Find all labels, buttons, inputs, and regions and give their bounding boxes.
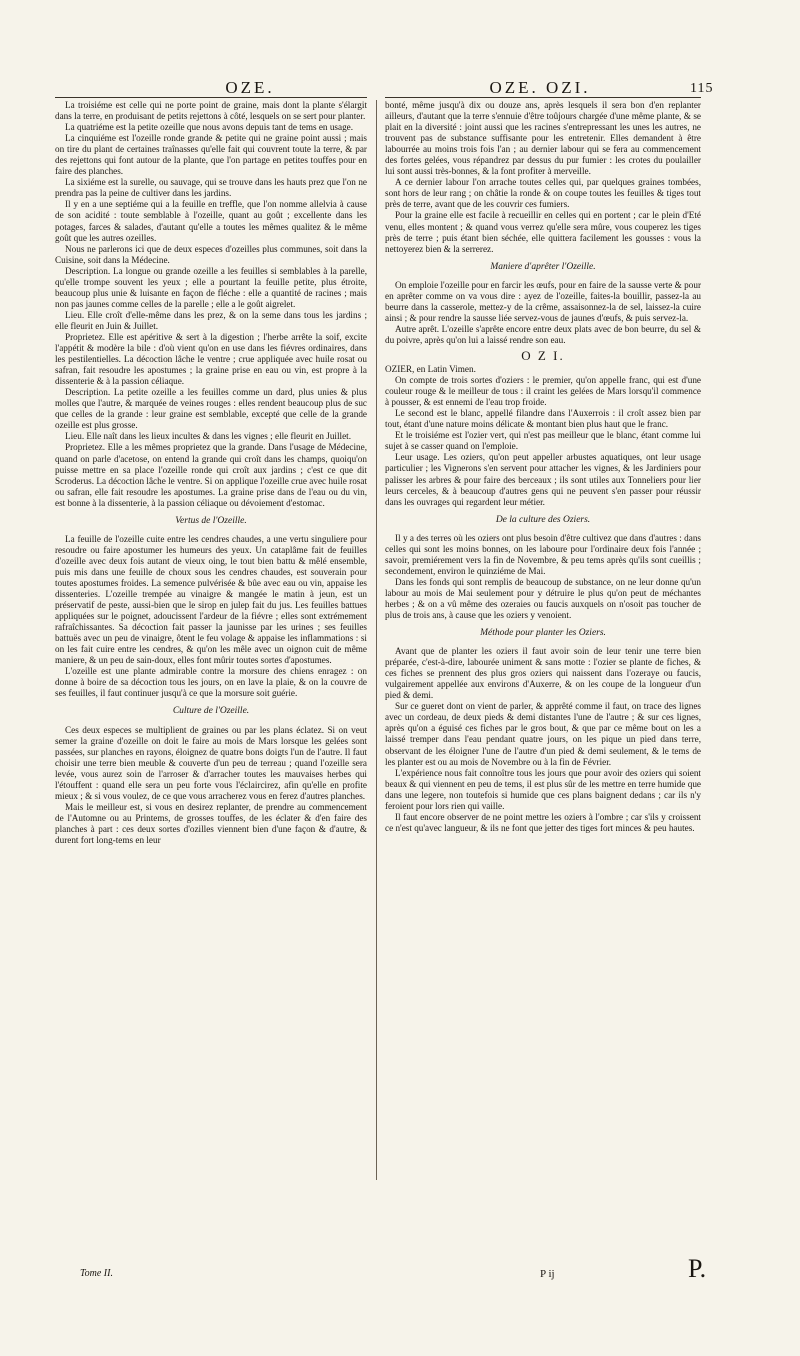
entry-heading: O Z I. bbox=[521, 347, 565, 363]
paragraph: L'ozeille est une plante admirable contre la morsure des chiens enragez : on donne à boire de sa décoction tous les jours, on en lave la plaie, & on la couvre de ses feuilles, il faut continuer jusqu'à ce que la morsure soit guérie. bbox=[55, 666, 367, 699]
paragraph: Description. La longue ou grande ozeille a les feuilles si semblables à la parelle, qu'elle trompe souvent les yeux ; elle a pourtant la feuille petite, plus étroite, beaucoup plus unie & luisante en façon de fléche : elle a quantité de racines ; mais non pas jaunes comme celles de la parelle ; elle a le goût aigrelet. bbox=[55, 265, 367, 309]
section-heading: Maniere d'aprêter l'Ozeille. bbox=[490, 261, 596, 272]
signature-mark: P ij bbox=[540, 1268, 555, 1280]
paragraph: Ces deux especes se multiplient de graines ou par les plans éclatez. Si on veut semer la graine d'ozeille on doit le faire au mois de Mars lorsque les gelées sont passées, sur planches en rayons, éloignez de quatre bons doigts l'un de l'autre. Il faut choisir une terre bien meuble & couverte d'un peu de terreau ; quand l'ozeille sera levée, vous aurez soin de l'arroser & d'arracher toutes les mauvaises herbes qui l'étouffent : quand elle sera un peu forte vous l'éclaircirez, afin qu'elle en profite mieux ; & si vous voulez, de ce que vous arracherez vous en ferez d'autres planches. bbox=[55, 724, 367, 801]
paragraph: Sur ce gueret dont on vient de parler, & apprêté comme il faut, on trace des lignes avec un cordeau, de deux pieds & demi distantes l'une de l'autre ; & sur ces lignes, après qu'on a éguisé ces fiches par le gros bout, & que par ce même bout on les a laissé tremper dans l'eau pendant quatre jours, on les pique un pied dans terre, observant de les éloigner l'une de l'autre d'un pied & demi seulement, & le tems de les planter est ou au mois de Novembre ou à la fin de Février. bbox=[385, 701, 701, 767]
paragraph: Il faut encore observer de ne point mettre les oziers à l'ombre ; car s'ils y croissent ce n'est qu'avec langueur, & ils ne font que jetter des tiges fort minces & peu hautes. bbox=[385, 811, 701, 833]
paragraph: Lieu. Elle naît dans les lieux incultes & dans les vignes ; elle fleurit en Juillet. bbox=[65, 431, 352, 442]
paragraph: L'expérience nous fait connoître tous les jours que pour avoir des oziers qui soient beaux & qui viennent en peu de tems, il est plus sûr de les mettre en terre humide que dans une legere, non toutefois si humide que ces plans baignent dedans ; car ils n'y feroient pour lors rien qui vaille. bbox=[385, 767, 701, 811]
paragraph: OZIER, en Latin Vimen. bbox=[385, 364, 476, 375]
running-head-right: OZE. OZI. bbox=[489, 78, 591, 97]
paragraph: A ce dernier labour l'on arrache toutes celles qui, par quelques graines tombées, sont hors de leur rang ; on châtie la ronde & on coupe toutes les feuilles & tiges tout près de terre, avant que de les couvrir ces fumiers. bbox=[385, 177, 701, 210]
section-heading: Méthode pour planter les Oziers. bbox=[480, 628, 606, 639]
catchword: P. bbox=[688, 1254, 707, 1283]
column-divider bbox=[376, 100, 377, 1180]
header-rule-left bbox=[55, 97, 367, 98]
paragraph: Le second est le blanc, appellé filandre dans l'Auxerrois : il croît assez bien par tout, étant d'une nature moins délicate & montant bien plus haut que le franc. bbox=[385, 408, 701, 430]
paragraph: Mais le meilleur est, si vous en desirez replanter, de prendre au commencement de l'Automne ou au Printems, de grosses touffes, de les éclater & d'en faire des planches à part : ces deux sortes d'ozilles viennent bien d'une façon & d'autre, & durent fort long-tems en leur bbox=[55, 801, 367, 845]
paragraph: Autre aprêt. L'ozeille s'aprête encore entre deux plats avec de bon beurre, du sel & du poivre, après qu'on lui a laissé rendre son eau. bbox=[385, 323, 701, 345]
right-column bbox=[385, 100, 701, 1100]
paragraph: Lieu. Elle croît d'elle-même dans les prez, & on la seme dans tous les jardins ; elle fleurit en Juin & Juillet. bbox=[55, 309, 367, 331]
section-heading: Culture de l'Ozeille. bbox=[172, 706, 250, 717]
page-number: 115 bbox=[690, 81, 714, 96]
paragraph: Il y a des terres où les oziers ont plus besoin d'être cultivez que dans d'autres : dans celles qui sont les moins bonnes, on les laboure pour l'ordinaire deux fois l'année ; savoir, premiérement vers la fin de Novembre, & peu tems après qu'ils sont cueillis ; secondement, environ le quinziéme de Mai. bbox=[385, 532, 701, 576]
paragraph: Nous ne parlerons ici que de deux especes d'ozeilles plus communes, soit dans la Cuisine, soit dans la Médecine. bbox=[55, 243, 367, 265]
paragraph: Et le troisiéme est l'ozier vert, qui n'est pas meilleur que le blanc, étant comme lui sujet à se casser quand on l'emploie. bbox=[385, 430, 701, 452]
paragraph: La troisiéme est celle qui ne porte point de graine, mais dont la plante s'élargit dans la terre, en produisant de petits rejettons à côté, lesquels on se sert pour planter. bbox=[55, 100, 367, 122]
section-heading: De la culture des Oziers. bbox=[495, 514, 591, 525]
paragraph: La quatriéme est la petite ozeille que nous avons depuis tant de tems en usage. bbox=[65, 122, 354, 133]
paragraph: La cinquiéme est l'ozeille ronde grande & petite qui ne graine point aussi ; mais on tire du plant de certaines traînasses qu'elle fait qui couvrent toute la terre, & par des rejettons qui font autour de la plante, que l'on partage en petites touffes pour en faire des planches. bbox=[55, 133, 367, 177]
section-heading: Vertus de l'Ozeille. bbox=[175, 515, 247, 526]
paragraph: On compte de trois sortes d'oziers : le premier, qu'on appelle franc, qui est d'une couleur rouge & le meilleur de tous : il craint les gelées de Mars lorsqu'il commence à pousser, & est ennemi de l'eau trop froide. bbox=[385, 375, 701, 408]
left-column bbox=[55, 100, 367, 1100]
paragraph: Il y en a une septiéme qui a la feuille en treffle, que l'on nomme allelvia à cause de son acidité : toute semblable à l'ozeille, quant au goût ; excellente dans les potages, farces & salades, d'autant qu'elle a toutes les mêmes qualitez & le même goût que les autres ozeilles. bbox=[55, 199, 367, 243]
paragraph: Leur usage. Les oziers, qu'on peut appeller arbustes aquatiques, ont leur usage particulier ; les Vignerons s'en servent pour attacher les vignes, & les Jardiniers pour palisser les arbres & pour faire des berceaux ; ils sont utiles aux Tonneliers pour lier leurs cerceles, & à beaucoup d'autres gens qui ne peuvent s'en passer pour réussir dans les ouvrages qui regardent leur métier. bbox=[385, 452, 701, 507]
paragraph: La feuille de l'ozeille cuite entre les cendres chaudes, a une vertu singuliere pour resoudre ou faire apostumer les humeurs des yeux. Un cataplâme fait de feuilles d'ozeille avec deux fois autant de vieux oing, le tout bien battu & mêlé ensemble, puis mis dans une feuille de choux sous les cendres chaudes, est souverain pour toutes apostumes froides. La semence pulvérisée & bûe avec eau ou vin, appaise les dissenteries. L'ozeille trempée au vinaigre & mangée le matin à jeun, est un préservatif de peste, aussi-bien que le sirop en julep fait du jus. Les feuilles battues appliquées sur le poignet, adoucissent l'ardeur de la fiévre ; elles sont extrémement rafraîchissantes. Sa décoction fait passer la jaunisse par les urines ; ses feuilles battuës avec un peu de vinaigre, ôtent le feu volage & appaise les inflammations : si on les fait cuire entre les cendres, & qu'on les mêle avec un oignon cuit de même maniere, & un peu de sain-doux, elles font mûrir toutes sortes d'apostumes. bbox=[55, 533, 367, 666]
paragraph: Dans les fonds qui sont remplis de beaucoup de substance, on ne leur donne qu'un labour au mois de Mai seulement pour y détruire le plus qu'on peut de méchantes herbes ; & on a vû même des ozeraies ou faucis auxquels on n'osoit pas toucher de plus de trois ans, à cause que les oziers y venoient. bbox=[385, 576, 701, 621]
paragraph: Avant que de planter les oziers il faut avoir soin de leur tenir une terre bien préparée, c'est-à-dire, labourée uniment & sans motte : l'ozier se plante de fiches, & ces fiches se prennent des plus gros oziers qui naissent dans l'ozeraye ou faucis, vulgairement appellée aux environs d'Auxerre, & on les coupe de la longueur d'un pied & demi. bbox=[385, 646, 701, 701]
paragraph: Pour la graine elle est facile à recueillir en celles qui en portent ; car le plein d'Eté venu, elles montent ; & quand vous verrez qu'elle sera mûre, vous couperez les tiges près de terre ; puis étant bien séchée, elle quittera facilement les gousses : vous la nettoyerez bien & la serrerez. bbox=[385, 210, 701, 254]
running-head-left: OZE. bbox=[225, 78, 275, 97]
paragraph: Proprietez. Elle a les mêmes proprietez que la grande. Dans l'usage de Médecine, quand on parle d'acetose, on entend la grande qui croît dans les champs, quoiqu'on puisse mettre en sa place l'ozeille ronde qui croît aux jardins ; c'est ce que dit Scroderus. La décoction lâche le ventre. Si on applique l'ozeille crue avec huile rosat ou safran, elle fait resoudre les apostumes. La graine prise dans de l'eau ou du vin, est bonne à la dissenterie, à la passion céliaque ou dévoiement d'estomac. bbox=[55, 442, 367, 508]
volume-mark: Tome II. bbox=[80, 1268, 113, 1279]
paragraph: Proprietez. Elle est apéritive & sert à la digestion ; l'herbe arrête la soif, excite l'appétit & modère la bile : d'où vient qu'on en use dans les fiévres ordinaires, dans les pestilentielles. La décoction lâche le ventre ; crue appliquée avec huile rosat ou safran, fait resoudre les apostumes ; la graine prise en eau ou vin, est propre à la dissenterie & à la passion céliaque. bbox=[55, 331, 367, 387]
paragraph: bonté, même jusqu'à dix ou douze ans, après lesquels il sera bon d'en replanter ailleurs, d'autant que la terre s'ennuie d'être toûjours chargée d'une même plante, & se plait en la diversité : joint aussi que les racines s'entrepressant les unes les autres, ne trouvent pas de substance suffisante pour les entretenir. Elles demandent à être labourrée au moins trois fois l'an ; au dernier labour qui se fera au commencement des fortes gelées, vous répandrez par dessus du pur fumier : les crotes du poulailler lui sont aussi très-bonnes, & la font profiter à merveille. bbox=[385, 100, 701, 177]
paragraph: On emploie l'ozeille pour en farcir les œufs, pour en faire de la sausse verte & pour en aprêter comme on va vous dire : ayez de l'ozeille, faites-la bouillir, passez-la au beurre dans la casserole, mettez-y de la crême, assaisonnez-la de sel, laissez-la cuire ainsi ; & pour rendre la sausse liée servez-vous de jaunes d'œufs, & puis servez-la. bbox=[385, 279, 701, 323]
paragraph: Description. La petite ozeille a les feuilles comme un dard, plus unies & plus molles que l'autre, & marquée de veines rouges : elles rendent beaucoup plus de suc que celles de la grande : leur graine est semblable, excepté que celle de la grande ozeille est plus grosse. bbox=[55, 387, 367, 431]
paragraph: La sixiéme est la surelle, ou sauvage, qui se trouve dans les hauts prez que l'on ne prendra pas la peine de cultiver dans les jardins. bbox=[55, 177, 367, 199]
header-rule-right bbox=[385, 97, 701, 98]
